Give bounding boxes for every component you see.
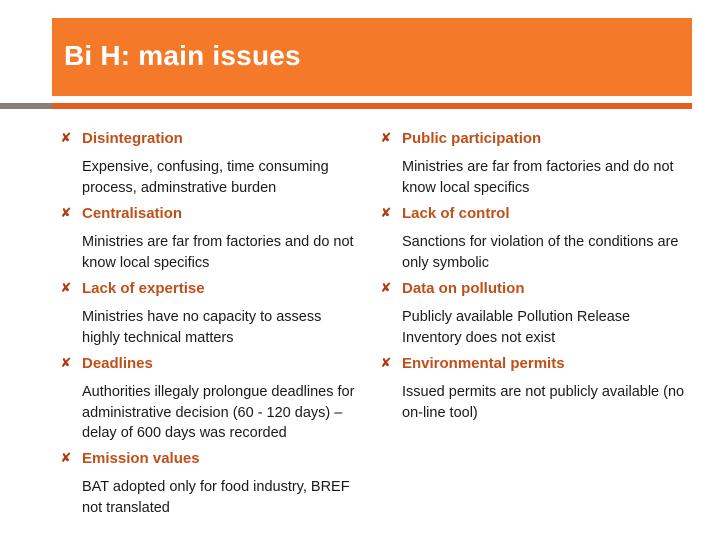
issue-description: Publicly available Pollution Release Inventory does not exist — [402, 309, 631, 346]
issue-heading-label: Environmental permits — [402, 355, 565, 372]
x-mark-icon: ✘ — [60, 356, 72, 371]
issue-heading-label: Centralisation — [82, 205, 183, 222]
x-mark-icon: ✘ — [380, 281, 392, 296]
x-mark-icon: ✘ — [60, 206, 72, 221]
issue-item-deadlines — [58, 353, 358, 448]
title-accent-line — [0, 103, 720, 109]
issue-heading-label: Deadlines — [82, 355, 153, 372]
issue-item-lack-of-control — [378, 203, 688, 278]
x-mark-icon: ✘ — [60, 281, 72, 296]
slide-title: Bi H: main issues — [64, 40, 301, 71]
right-column — [378, 128, 688, 428]
issue-heading — [58, 448, 358, 470]
issue-item-centralisation — [58, 203, 358, 278]
issue-item-disintegration — [58, 128, 358, 203]
issue-item-environmental-permits — [378, 353, 688, 428]
x-mark-icon: ✘ — [380, 131, 392, 146]
issue-item-public-participation — [378, 128, 688, 203]
issue-item-data-on-pollution — [378, 278, 688, 353]
title-bar — [52, 18, 692, 96]
x-mark-icon: ✘ — [380, 206, 392, 221]
issue-heading — [378, 203, 688, 225]
issue-heading-label: Data on pollution — [402, 280, 525, 297]
accent-line-orange — [52, 103, 692, 109]
issue-description: BAT adopted only for food industry, BREF not translated — [82, 479, 350, 516]
issue-description: Sanctions for violation of the conditions are only symbolic — [402, 234, 679, 271]
issue-heading-label: Lack of expertise — [82, 280, 205, 297]
issue-heading — [378, 278, 688, 300]
issue-description: Issued permits are not publicly available (no on-line tool) — [402, 384, 685, 421]
issue-heading — [378, 353, 688, 375]
x-mark-icon: ✘ — [380, 356, 392, 371]
issue-heading — [58, 203, 358, 225]
issue-heading-label: Disintegration — [82, 130, 183, 147]
x-mark-icon: ✘ — [60, 451, 72, 466]
issue-description: Ministries are far from factories and do not know local specifics — [402, 159, 674, 196]
issue-description: Expensive, confusing, time consuming process, adminstrative burden — [82, 159, 329, 196]
issue-heading — [378, 128, 688, 150]
x-mark-icon: ✘ — [60, 131, 72, 146]
issue-description: Ministries have no capacity to assess highly technical matters — [82, 309, 322, 346]
issue-description: Authorities illegaly prolongue deadlines for administrative decision (60 - 120 days) – delay of 600 days was recorded — [82, 384, 355, 441]
issue-description: Ministries are far from factories and do not know local specifics — [82, 234, 354, 271]
issue-heading — [58, 128, 358, 150]
issue-heading-label: Public participation — [402, 130, 542, 147]
issue-heading-label: Lack of control — [402, 205, 510, 222]
issue-item-lack-of-expertise — [58, 278, 358, 353]
issue-heading-label: Emission values — [82, 450, 200, 467]
issue-heading — [58, 353, 358, 375]
accent-line-gray — [0, 103, 52, 109]
left-column — [58, 128, 358, 523]
issue-item-emission-values — [58, 448, 358, 523]
issue-heading — [58, 278, 358, 300]
